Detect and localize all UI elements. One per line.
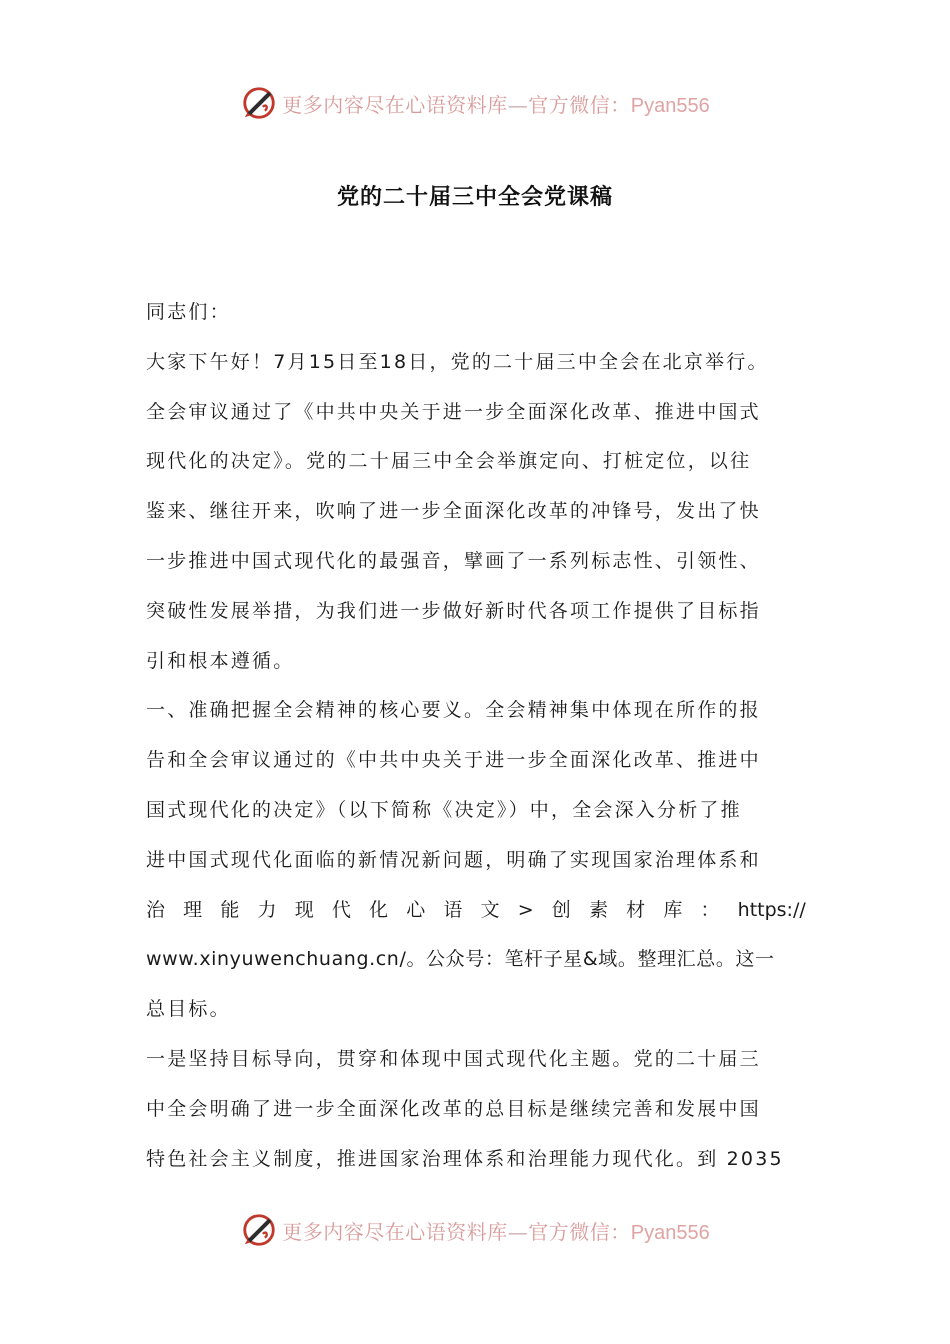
- document-body: [146, 288, 806, 1184]
- spaced-url: https://: [737, 898, 806, 921]
- banner-wechat-label: 官方微信：: [528, 1219, 631, 1244]
- body-line: 中全会明确了进一步全面深化改革的总目标是继续完善和发展中国: [146, 1097, 761, 1120]
- spaced-char: 材: [626, 898, 646, 921]
- footer-banner: [0, 1208, 950, 1252]
- spaced-char: ：: [700, 898, 720, 921]
- body-line: 国式现代化的决定》（以下简称《决定》）中，全会深入分析了推: [146, 798, 742, 821]
- body-line: 一步推进中国式现代化的最强音，擘画了一系列标志性、引领性、: [146, 549, 761, 572]
- spaced-char: 心: [406, 898, 426, 921]
- banner-slogan: 更多内容尽在心语资料库: [282, 92, 508, 117]
- spaced-char: 素: [588, 898, 608, 921]
- spaced-char: 现: [294, 898, 314, 921]
- body-line: 一、准确把握全会精神的核心要义。全会精神集中体现在所作的报: [146, 699, 761, 722]
- body-line: www.xinyuwenchuang.cn/。公众号：笔杆子星&域。整理汇总。这一: [146, 948, 775, 971]
- spaced-char: 代: [331, 898, 351, 921]
- body-line: 全会审议通过了《中共中央关于进一步全面深化改革、推进中国式: [146, 400, 761, 423]
- document-title: 党的二十届三中全会党课稿: [336, 185, 613, 210]
- spaced-char: 理: [183, 898, 203, 921]
- spaced-char: 库: [663, 898, 683, 921]
- banner-slogan: 更多内容尽在心语资料库: [282, 1219, 508, 1244]
- spaced-char: 语: [443, 898, 463, 921]
- pen-logo-icon: [240, 1211, 278, 1249]
- body-line: 大家下午好！7月15日至18日，党的二十届三中全会在北京举行。: [146, 350, 769, 373]
- header-banner: [0, 81, 950, 125]
- banner-wechat-id: Pyan556: [630, 1221, 710, 1244]
- banner-dash: —: [507, 1219, 529, 1244]
- spaced-char: >: [517, 898, 534, 921]
- body-line: 总目标。: [146, 998, 231, 1021]
- body-line: 一是坚持目标导向，贯穿和体现中国式现代化主题。党的二十届三: [146, 1047, 761, 1070]
- banner-wechat-label: 官方微信：: [528, 92, 631, 117]
- spaced-char: 治: [146, 898, 166, 921]
- spaced-char: 力: [257, 898, 277, 921]
- body-line: 引和根本遵循。: [146, 649, 295, 672]
- body-line-spaced: [146, 886, 806, 936]
- spaced-char: 文: [480, 898, 500, 921]
- body-line: 进中国式现代化面临的新情况新问题，明确了实现国家治理体系和: [146, 848, 761, 871]
- body-line: 同志们：: [146, 301, 231, 323]
- body-line: 突破性发展举措，为我们进一步做好新时代各项工作提供了目标指: [146, 599, 761, 622]
- body-line: 现代化的决定》。党的二十届三中全会举旗定向、打桩定位，以往: [146, 450, 752, 473]
- spaced-char: 能: [220, 898, 240, 921]
- body-line: 鉴来、继往开来，吹响了进一步全面深化改革的冲锋号，发出了快: [146, 500, 761, 523]
- pen-logo-icon: [240, 84, 278, 122]
- spaced-char: 化: [369, 898, 389, 921]
- banner-dash: —: [507, 92, 529, 117]
- body-line: 特色社会主义制度，推进国家治理体系和治理能力现代化。到 2035: [146, 1147, 784, 1170]
- spaced-char: 创: [551, 898, 571, 921]
- body-line: 告和全会审议通过的《中共中央关于进一步全面深化改革、推进中: [146, 749, 761, 772]
- banner-wechat-id: Pyan556: [630, 94, 710, 117]
